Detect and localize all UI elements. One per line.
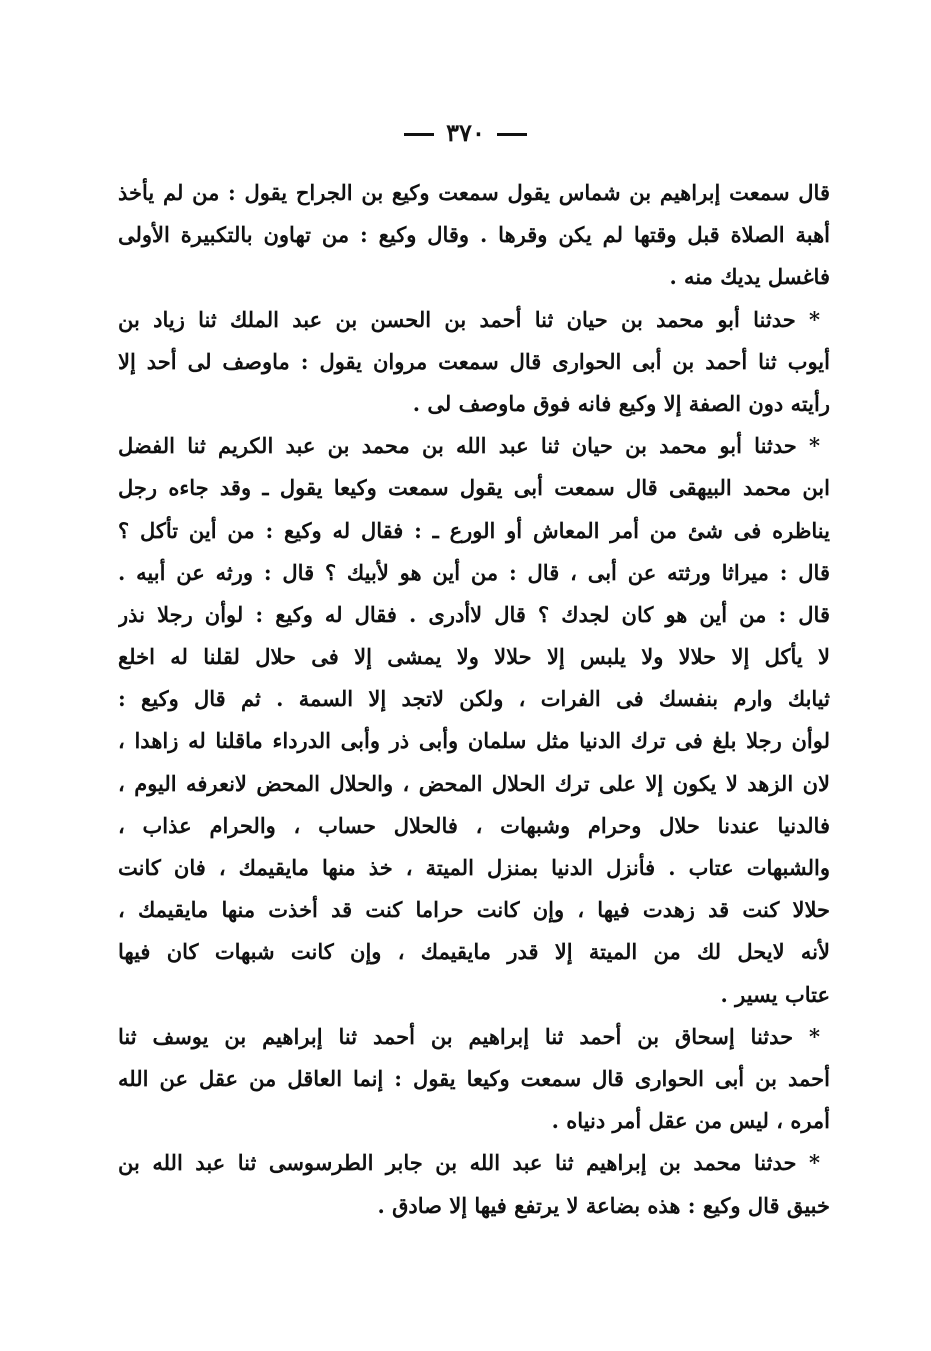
text-line: ثيابك وارم بنفسك فى الفرات ، ولكن لاتجد إلا السمة . ثم قال وكيع : [118, 686, 830, 712]
text-line: * حدثنا أبو محمد بن حيان ثنا أحمد بن الحسن بن عبد الملك ثنا زياد بن [118, 306, 820, 332]
text-line: فاغسل يديك منه . [669, 264, 830, 290]
paragraph-4 [118, 1016, 830, 1143]
text-line: * حدثنا محمد بن إبراهيم ثنا عبد الله بن جابر الطرسوسى ثنا عبد الله بن [118, 1150, 820, 1176]
text-line: لأنه لايحل لك من الميتة إلا قدر مايقيمك ، وإن كانت شبهات كان فيها [118, 939, 830, 965]
text-line: خبيق قال وكيع : هذه بضاعة لا يرتفع فيها إلا صادق . [377, 1192, 830, 1218]
text-line: والشبهات عتاب . فأنزل الدنيا بمنزل الميتة ، خذ منها مايقيمك ، فان كانت [118, 855, 830, 880]
text-line: أمره ، ليس من عقل أمر دنياه . [551, 1108, 830, 1134]
page-number-dash-left [404, 133, 434, 136]
text-line: * حدثنا أبو محمد بن حيان ثنا عبد الله بن محمد بن عبد الكريم ثنا الفضل [118, 433, 820, 459]
text-line: قال سمعت إبراهيم بن شماس يقول سمعت وكيع بن الجراح يقول : من لم يأخذ [118, 180, 830, 205]
page-number [0, 118, 931, 147]
text-line: أحمد بن أبى الحوارى قال سمعت وكيعا يقول : إنما العاقل من عقل عن الله [118, 1065, 830, 1091]
page-number-dash-right [497, 133, 527, 136]
text-line: حلالا كنت قد زهدت فيها ، وإن كانت حراما كنت قد أخذت منها مايقيمك ، [118, 897, 830, 923]
page-number-value: ٣٧٠ [446, 118, 485, 147]
body-text [118, 172, 830, 1227]
text-line: أيوب ثنا أحمد بن أبى الحوارى قال سمعت مروان يقول : ماوصف لى أحد إلا [118, 348, 830, 374]
paragraph-5 [118, 1142, 830, 1226]
text-line: فالدنيا عندنا حلال وحرام وشبهات ، فالحلال حساب ، والحرام عذاب ، [118, 812, 830, 838]
paragraph-3 [118, 425, 830, 1016]
text-line: لوأن رجلا بلغ فى ترك الدنيا مثل سلمان وأبى ذر وأبى الدرداء ماقلنا له زاهدا ، [118, 728, 830, 754]
paragraph-1 [118, 172, 830, 299]
text-line: * حدثنا إسحاق بن أحمد ثنا إبراهيم بن أحمد ثنا إبراهيم بن يوسف ثنا [118, 1023, 820, 1049]
text-line: لا يأكل إلا حلالا ولا يلبس إلا حلالا ولا يمشى إلا فى حلال لقلنا له اخلع [118, 644, 830, 670]
text-line: ابن محمد البيهقى قال سمعت أبى يقول سمعت وكيعا يقول ـ وقد جاءه رجل [118, 475, 830, 501]
paragraph-2 [118, 299, 830, 426]
text-line: قال : ميراثا ورثته عن أبى ، قال : من أين هو لأبيك ؟ قال : ورثه عن أبيه . [118, 559, 830, 585]
text-line: أهبة الصلاة قبل وقتها لم يكن وقرها . وقال وكيع : من تهاون بالتكبيرة الأولى [118, 222, 830, 248]
text-line: رأيته دون الصفة إلا وكيع فانه فوق ماوصف لى . [412, 390, 830, 416]
text-line: يناظره فى شئ من أمر المعاش أو الورع ـ : فقال له وكيع : من أين تأكل ؟ [118, 517, 830, 543]
text-line: قال : من أين هو كان لجدك ؟ قال لاأدرى . فقال له وكيع : لوأن رجلا نذر [118, 601, 830, 627]
text-line: عتاب يسير . [720, 981, 830, 1007]
text-line: لان الزهد لا يكون إلا على ترك الحلال المحض ، والحلال المحض لانعرفه اليوم ، [118, 770, 830, 796]
